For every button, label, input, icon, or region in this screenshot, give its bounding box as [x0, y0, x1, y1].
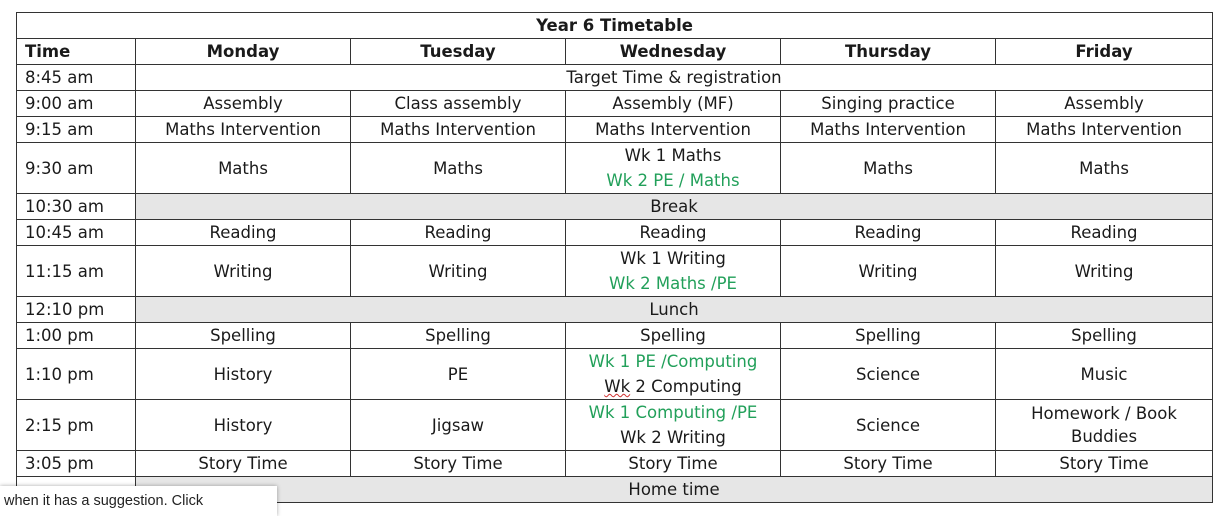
time-cell: 8:45 am	[17, 65, 136, 91]
header-wednesday: Wednesday	[566, 39, 781, 65]
lesson-cell: Spelling	[566, 323, 781, 349]
time-cell: 2:15 pm	[17, 400, 136, 451]
week1-text: Wk 1 Computing /PE	[588, 403, 758, 422]
lesson-cell: Singing practice	[781, 91, 996, 117]
header-monday: Monday	[136, 39, 351, 65]
time-cell: 1:10 pm	[17, 349, 136, 400]
lesson-cell: Reading	[566, 220, 781, 246]
lesson-cell: Assembly	[136, 91, 351, 117]
lesson-cell: Story Time	[566, 451, 781, 477]
lesson-cell: Spelling	[996, 323, 1213, 349]
header-friday: Friday	[996, 39, 1213, 65]
week1-text: Wk 1 PE /Computing	[588, 352, 758, 371]
lesson-cell: Maths Intervention	[996, 117, 1213, 143]
lesson-cell: Story Time	[351, 451, 566, 477]
friday-line-2: Buddies	[1071, 427, 1138, 446]
lesson-cell: Spelling	[351, 323, 566, 349]
timetable	[16, 12, 1213, 503]
header-time: Time	[17, 39, 136, 65]
lesson-cell-wednesday	[566, 400, 781, 451]
lesson-cell: Maths	[996, 143, 1213, 194]
suggestion-tooltip[interactable]: when it has a suggestion. Click	[0, 486, 277, 516]
lesson-cell: History	[136, 400, 351, 451]
time-cell: 9:00 am	[17, 91, 136, 117]
week1-text: Wk 1 Writing	[620, 249, 726, 268]
timetable-title: Year 6 Timetable	[17, 13, 1213, 39]
header-tuesday: Tuesday	[351, 39, 566, 65]
lesson-cell: Maths	[351, 143, 566, 194]
lesson-cell-wednesday	[566, 246, 781, 297]
table-row	[17, 349, 1213, 400]
lesson-cell: Reading	[996, 220, 1213, 246]
lesson-cell-wednesday	[566, 143, 781, 194]
table-row	[17, 400, 1213, 451]
lunch-cell: Lunch	[136, 297, 1213, 323]
time-cell: 11:15 am	[17, 246, 136, 297]
time-cell: 1:00 pm	[17, 323, 136, 349]
time-cell: 9:30 am	[17, 143, 136, 194]
lesson-cell: Class assembly	[351, 91, 566, 117]
lesson-cell: Reading	[781, 220, 996, 246]
week2-text: Wk 2 PE / Maths	[606, 171, 740, 190]
table-row	[17, 194, 1213, 220]
table-row	[17, 297, 1213, 323]
table-row	[17, 143, 1213, 194]
lesson-cell: Writing	[781, 246, 996, 297]
lesson-cell: Assembly (MF)	[566, 91, 781, 117]
lesson-cell-friday	[996, 400, 1213, 451]
lesson-cell: Writing	[136, 246, 351, 297]
lesson-cell: Writing	[351, 246, 566, 297]
spanning-cell: Target Time & registration	[136, 65, 1213, 91]
time-cell: 9:15 am	[17, 117, 136, 143]
lesson-cell: Jigsaw	[351, 400, 566, 451]
title-row	[17, 13, 1213, 39]
lesson-cell: Spelling	[136, 323, 351, 349]
table-row	[17, 323, 1213, 349]
header-row	[17, 39, 1213, 65]
lesson-cell: Maths	[781, 143, 996, 194]
lesson-cell: PE	[351, 349, 566, 400]
lesson-cell: Reading	[351, 220, 566, 246]
spellcheck-mark: Wk	[604, 377, 631, 396]
friday-line-1: Homework / Book	[1031, 404, 1177, 423]
lesson-cell: Science	[781, 400, 996, 451]
lesson-cell: History	[136, 349, 351, 400]
header-thursday: Thursday	[781, 39, 996, 65]
week2-text: Wk 2 Maths /PE	[609, 274, 737, 293]
time-cell: 12:10 pm	[17, 297, 136, 323]
week2-text: Wk 2 Writing	[620, 428, 726, 447]
lesson-cell: Assembly	[996, 91, 1213, 117]
lesson-cell: Writing	[996, 246, 1213, 297]
lesson-cell: Maths Intervention	[136, 117, 351, 143]
home-time-cell: Home time	[136, 477, 1213, 503]
table-row	[17, 91, 1213, 117]
time-cell: 3:05 pm	[17, 451, 136, 477]
time-cell: 10:30 am	[17, 194, 136, 220]
table-row	[17, 246, 1213, 297]
lesson-cell: Maths Intervention	[351, 117, 566, 143]
lesson-cell: Maths	[136, 143, 351, 194]
lesson-cell: Maths Intervention	[781, 117, 996, 143]
week2-text: Wk 2 Computing	[604, 377, 742, 396]
lesson-cell: Story Time	[996, 451, 1213, 477]
week1-text: Wk 1 Maths	[624, 146, 722, 165]
table-row	[17, 65, 1213, 91]
lesson-cell: Maths Intervention	[566, 117, 781, 143]
time-cell: 10:45 am	[17, 220, 136, 246]
table-row	[17, 117, 1213, 143]
lesson-cell: Spelling	[781, 323, 996, 349]
lesson-cell-wednesday	[566, 349, 781, 400]
table-row	[17, 451, 1213, 477]
lesson-cell: Reading	[136, 220, 351, 246]
lesson-cell: Story Time	[781, 451, 996, 477]
lesson-cell: Story Time	[136, 451, 351, 477]
break-cell: Break	[136, 194, 1213, 220]
lesson-cell: Science	[781, 349, 996, 400]
lesson-cell: Music	[996, 349, 1213, 400]
table-row	[17, 220, 1213, 246]
